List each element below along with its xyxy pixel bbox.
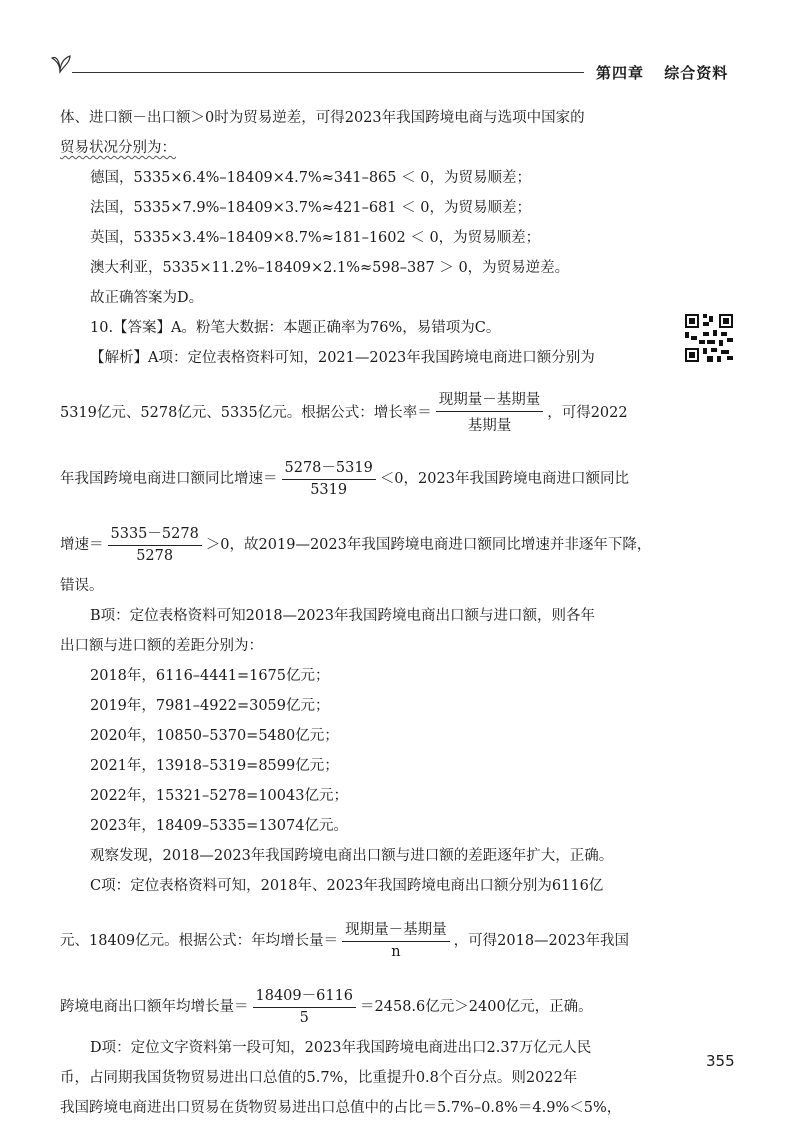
fraction-2022: $\frac{5278-5319}{5319}$ <box>282 456 376 498</box>
section-label: 综合资料 <box>664 64 729 82</box>
analysis-line: 【解析】A项：定位表格资料可知，2021—2023年我国跨境电商进口额分别为 <box>90 350 595 366</box>
difference-line: 2021年，13918–5319=8599亿元； <box>90 758 339 774</box>
formula-line: 5319亿元、5278亿元、5335亿元。根据公式：增长率＝ $\frac{\text{现期量－基期量}}{\text{基期量}}$ ，可得2022 <box>60 378 660 444</box>
qr-code-icon <box>683 312 735 364</box>
text-line: 观察发现，2018—2023年我国跨境电商出口额与进口额的差距逐年扩大，正确。 <box>90 848 614 864</box>
text-line: 出口额与进口额的差距分别为： <box>60 638 263 654</box>
running-header <box>596 62 742 83</box>
difference-line: 2022年，15321–5278=10043亿元； <box>90 788 348 804</box>
text-line: D项：定位文字资料第一段可知，2023年我国跨境电商进出口2.37万亿元人民 <box>90 1040 592 1056</box>
growth-rate-fraction: $\frac{\text{现期量－基期量}}{\text{基期量}}$ <box>436 388 544 435</box>
difference-line: 2018年，6116–4441=1675亿元； <box>90 668 330 684</box>
text-line: 体、进口额－出口额＞0时为贸易逆差，可得2023年我国跨境电商与选项中国家的 <box>60 110 585 126</box>
leaf-icon <box>46 50 74 74</box>
avg-growth-fraction: $\frac{\text{现期量－基期量}}{n}$ <box>342 918 450 960</box>
formula-line: 跨境电商出口额年均增长量＝ $\frac{18409-6116}{5}$ ＝2458.6亿元＞2400亿元，正确。 <box>60 972 660 1038</box>
page-body <box>60 108 660 1128</box>
header-rule <box>72 72 584 73</box>
formula-line: 年我国跨境电商进口额同比增速＝ $\frac{5278-5319}{5319}$ ＜0，2023年我国跨境电商进口额同比 <box>60 444 660 510</box>
formula-line: 元、18409亿元。根据公式：年均增长量＝ $\frac{\text{现期量－基期量}}{n}$ ，可得2018—2023年我国 <box>60 906 660 972</box>
text-line: 我国跨境电商进出口贸易在货物贸易进出口总值中的占比＝5.7%–0.8%＝4.9%＜5%， <box>60 1100 622 1116</box>
chapter-label: 第四章 <box>596 64 645 82</box>
fraction-2023: $\frac{5335-5278}{5278}$ <box>108 522 202 564</box>
text-line: 错误。 <box>60 578 104 594</box>
difference-line: 2020年，10850–5370=5480亿元； <box>90 728 339 744</box>
text-line: 贸易状况分别为： <box>60 140 176 156</box>
difference-line: 2023年，18409–5335=13074亿元。 <box>90 818 348 834</box>
page-number: 355 <box>706 1052 735 1070</box>
formula-line: 增速＝ $\frac{5335-5278}{5278}$ ＞0，故2019—2023年我国跨境电商进口额同比增速并非逐年下降， <box>60 510 660 576</box>
text-line: C项：定位表格资料可知，2018年、2023年我国跨境电商出口额分别为6116亿 <box>90 878 604 894</box>
text-line: 德国，5335×6.4%–18409×4.7%≈341–865 ＜ 0，为贸易顺差； <box>90 170 531 186</box>
text-line: 法国，5335×7.9%–18409×3.7%≈421–681 ＜ 0，为贸易顺差； <box>90 200 531 216</box>
avg-growth-calc-fraction: $\frac{18409-6116}{5}$ <box>253 984 357 1026</box>
text-line: 币，占同期我国货物贸易进出口总值的5.7%，比重提升0.8个百分点。则2022年 <box>60 1070 578 1086</box>
text-line: 澳大利亚，5335×11.2%–18409×2.1%≈598–387 ＞ 0，为贸易逆差。 <box>90 260 570 276</box>
text-line: 英国，5335×3.4%–18409×8.7%≈181–1602 ＜ 0，为贸易顺差； <box>90 230 541 246</box>
text-line: B项：定位表格资料可知2018—2023年我国跨境电商出口额与进口额，则各年 <box>90 608 595 624</box>
answer-line: 10.【答案】A。粉笔大数据：本题正确率为76%，易错项为C。 <box>90 320 501 336</box>
text-line: 故正确答案为D。 <box>90 290 204 306</box>
difference-line: 2019年，7981–4922=3059亿元； <box>90 698 330 714</box>
